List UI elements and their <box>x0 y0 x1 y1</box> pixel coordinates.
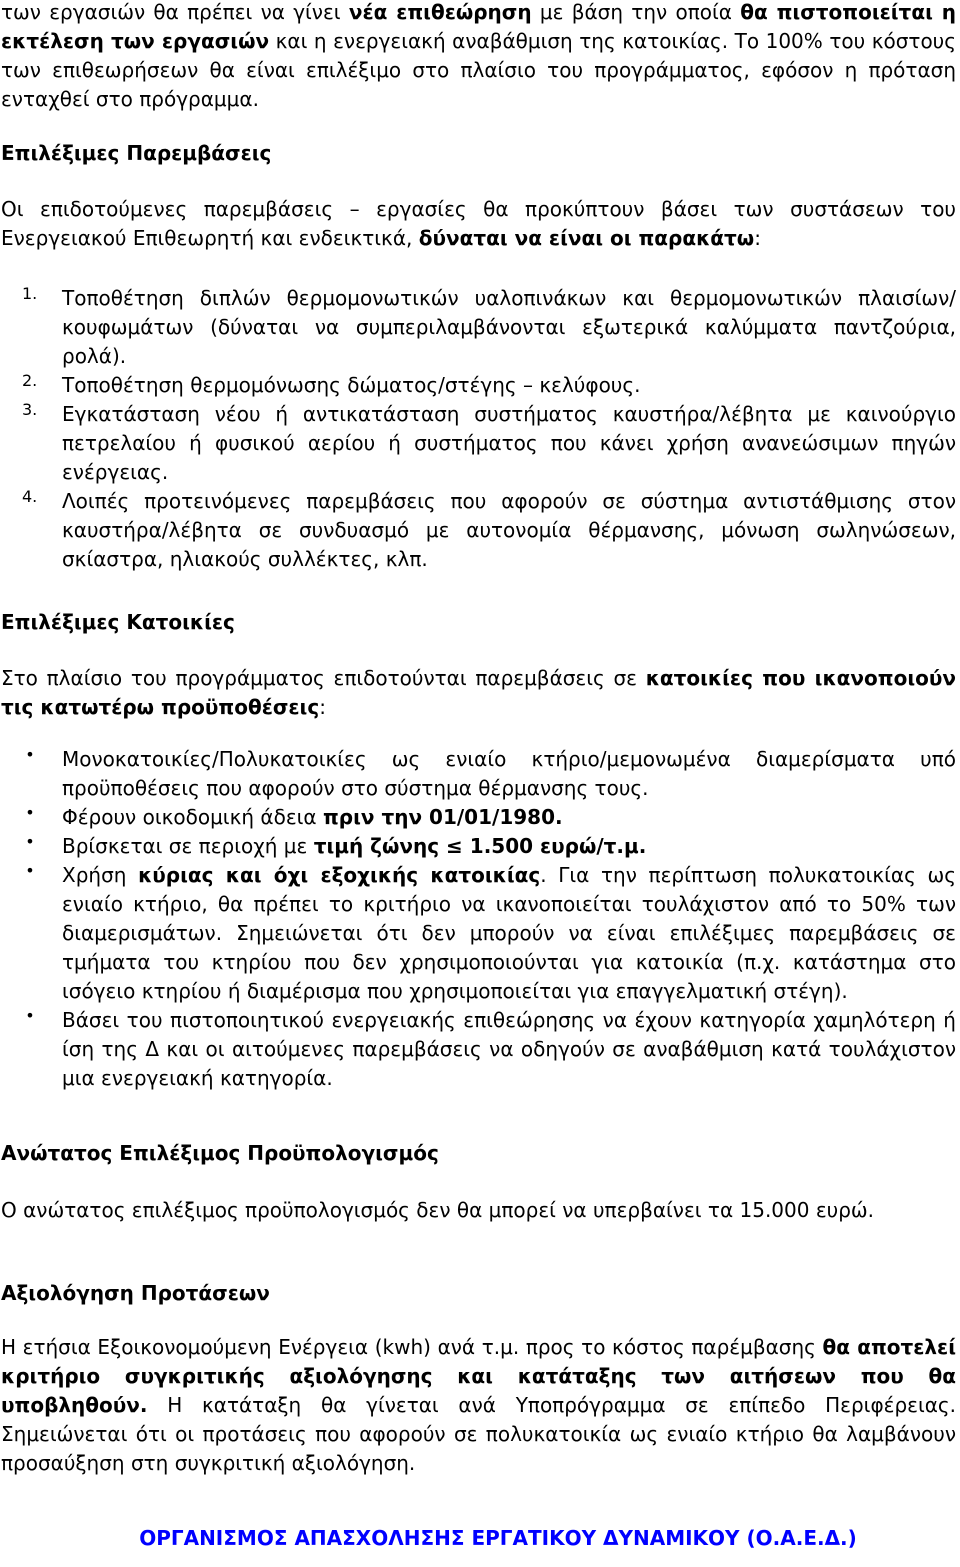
budget-paragraph: Ο ανώτατος επιλέξιμος προϋπολογισμός δεν θα μπορεί να υπερβαίνει τα 15.000 ευρώ. <box>1 1198 875 1222</box>
list-item <box>22 1006 956 1093</box>
homes-text-2: : <box>319 695 326 719</box>
interventions-text-2: : <box>754 226 761 250</box>
criterion-text <box>62 861 956 1006</box>
criterion-bold: τιμή ζώνης <box>313 834 447 858</box>
evaluation-text-2: Η κατάταξη θα γίνεται ανά Υποπρόγραμμα σε επίπεδο Περιφέρειας. Σημειώνεται ότι οι προτάσεις που αφορούν σε πολυκατοικία ως ενιαίο κτήριο θα λαμβάνουν προσαύξηση στη συγκριτική αξιολόγηση. <box>1 1393 956 1475</box>
interventions-bold: δύναται να είναι οι παρακάτω <box>418 226 755 250</box>
budget-heading: Ανώτατος Επιλέξιμος Προϋπολογισμός <box>1 1141 439 1165</box>
evaluation-heading: Αξιολόγηση Προτάσεων <box>1 1281 270 1305</box>
criterion-text: Βάσει του πιστοποιητικού ενεργειακής επιθεώρησης να έχουν κατηγορία χαμηλότερη ή ίση της Δ και οι αιτούμενες παρεμβάσεις να οδηγούν σε αναβάθμιση κατά τουλάχιστον μια ενεργειακή κατηγορία. <box>62 1008 956 1090</box>
homes-heading: Επιλέξιμες Κατοικίες <box>1 610 235 634</box>
intro-bold-2: θα πιστοποιείται η εκτέλεση των εργασιών <box>1 0 956 53</box>
bullet-icon: • <box>25 861 35 880</box>
list-item <box>22 400 956 487</box>
interventions-list <box>22 284 956 574</box>
item-text: Τοποθέτηση διπλών θερμομονωτικών υαλοπινάκων και θερμομονωτικών πλαισίων/κουφωμάτων (δύναται να συμπεριλαμβάνονται εξωτερικά καλύμματα παντζούρια, ρολά). <box>62 286 956 368</box>
homes-bold: κατοικίες που ικανοποιούν τις κατωτέρω προϋποθέσεις <box>1 666 956 719</box>
criterion-plain: Βρίσκεται σε περιοχή με <box>62 834 314 858</box>
criterion-bold: πριν την 01/01/1980. <box>322 805 563 829</box>
criterion-plain: Χρήση <box>62 863 139 887</box>
item-number: 3. <box>22 400 38 419</box>
criterion-text: Μονοκατοικίες/Πολυκατοικίες ως ενιαίο κτήριο/μεμονωμένα διαμερίσματα υπό προϋποθέσεις που αφορούν στο σύστημα θέρμανσης τους. <box>62 747 956 800</box>
criterion-bold: 1.500 ευρώ/τ.μ. <box>462 834 647 858</box>
homes-paragraph <box>1 664 956 722</box>
intro-text-3: και η ενεργειακή αναβάθμιση της κατοικίας. Το 100% του κόστους των επιθεωρήσεων θα είναι επιλέξιμο στο πλαίσιο του προγράμματος, εφόσον η πρόταση ενταχθεί στο πρόγραμμα. <box>1 29 956 111</box>
item-text: Εγκατάσταση νέου ή αντικατάσταση συστήματος καυστήρα/λέβητα με καινούργιο πετρελαίου ή φυσικού αερίου ή συστήματος που κάνει χρήση ανανεώσιμων πηγών ενέργειας. <box>62 402 956 484</box>
criterion-bold: κύριας και όχι εξοχικής κατοικίας <box>138 863 541 887</box>
interventions-heading: Επιλέξιμες Παρεμβάσεις <box>1 141 272 165</box>
item-number: 4. <box>22 487 38 506</box>
item-number: 1. <box>22 284 38 303</box>
list-item <box>22 861 956 1006</box>
bullet-icon: • <box>25 832 35 851</box>
intro-bold-1: νέα επιθεώρηση <box>348 0 532 24</box>
evaluation-text-1: Η ετήσια Εξοικονομούμενη Ενέργεια (kwh) ανά τ.μ. προς το κόστος παρέμβασης <box>1 1335 823 1359</box>
evaluation-paragraph <box>1 1333 956 1478</box>
item-number: 2. <box>22 371 38 390</box>
list-item <box>22 803 956 832</box>
list-item <box>22 284 956 371</box>
criterion-plain: . Για την περίπτωση πολυκατοικίας ως ενιαίο κτήριο, θα πρέπει το κριτήριο να ικανοποιείται τουλάχιστον από το 50% των διαμερισμάτων. Σημειώνεται ότι δεν μπορούν να είναι επιλέξιμες παρεμβάσεις σε τμήματα του κτηρίου που δεν χρησιμοποιούνται για κατοικία (π.χ. κατάστημα στο ισόγειο κτηρίου ή διαμέρισμα που χρησιμοποιείται για επαγγελματική στέγη). <box>62 863 956 1003</box>
criteria-list <box>22 745 956 1093</box>
criterion-plain: Φέρουν οικοδομική άδεια <box>62 805 323 829</box>
list-item <box>22 487 956 574</box>
evaluation-bold: θα αποτελεί κριτήριο συγκριτικής αξιολόγησης και κατάταξης των αιτήσεων που θα υποβληθούν. <box>1 1335 956 1417</box>
less-or-equal-icon: ≤ <box>446 834 463 858</box>
list-item <box>22 745 956 803</box>
bullet-icon: • <box>25 803 35 822</box>
criterion-text <box>62 832 956 861</box>
item-text: Λοιπές προτεινόμενες παρεμβάσεις που αφορούν σε σύστημα αντιστάθμισης στον καυστήρα/λέβητα σε συνδυασμό με αυτονομία θέρμανσης, μόνωση σωληνώσεων, σκίαστρα, ηλιακούς συλλέκτες, κλπ. <box>62 489 956 571</box>
list-item <box>22 371 956 400</box>
criterion-text <box>62 803 956 832</box>
intro-text-1: των εργασιών θα πρέπει να γίνει <box>1 0 349 24</box>
homes-text-1: Στο πλαίσιο του προγράμματος επιδοτούνται παρεμβάσεις σε <box>1 666 646 690</box>
bullet-icon: • <box>25 745 35 764</box>
intro-paragraph <box>1 0 956 114</box>
interventions-text-1: Οι επιδοτούμενες παρεμβάσεις – εργασίες θα προκύπτουν βάσει των συστάσεων του Ενεργειακού Επιθεωρητή και ενδεικτικά, <box>1 197 956 250</box>
bullet-icon: • <box>25 1006 35 1025</box>
item-text: Τοποθέτηση θερμομόνωσης δώματος/στέγης – κελύφους. <box>62 373 641 397</box>
interventions-paragraph <box>1 195 956 253</box>
page-footer: ΟΡΓΑΝΙΣΜΟΣ ΑΠΑΣΧΟΛΗΣΗΣ ΕΡΓΑΤΙΚΟΥ ΔΥΝΑΜΙΚΟΥ (Ο.Α.Ε.Δ.) <box>139 1526 857 1550</box>
list-item <box>22 832 956 861</box>
intro-text-2: με βάση την οποία <box>531 0 741 24</box>
